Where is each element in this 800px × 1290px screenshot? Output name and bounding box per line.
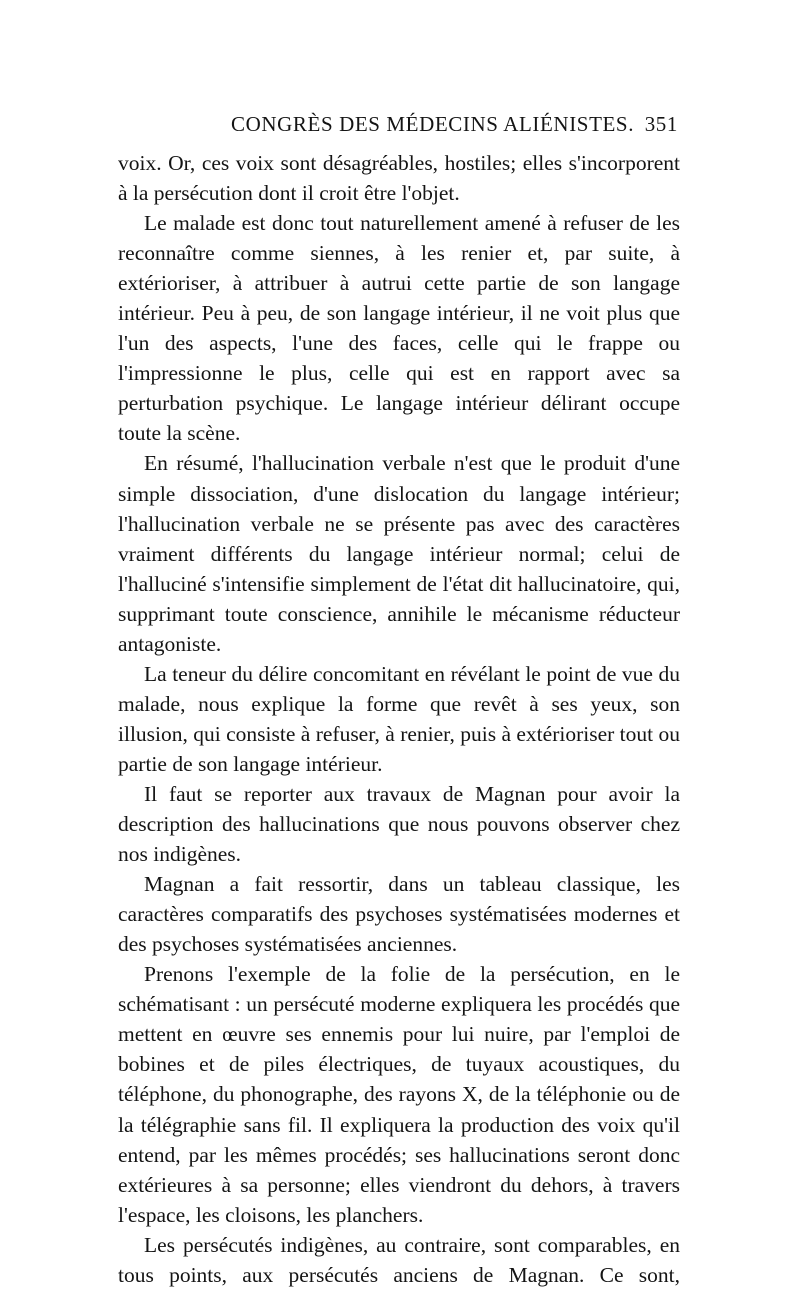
paragraph: En résumé, l'hallucination verbale n'est que le produit d'une simple dissociation, d'une dislocation du langage intérieur; l'hallucination verbale ne se présente pas avec des caractères vraiment différents du langage intérieur normal; celui de l'halluciné s'intensifie simplement de l'état dit hallucinatoire, qui, supprimant toute conscience, annihile le mécanisme réducteur antagoniste. — [118, 451, 680, 656]
paragraph: Il faut se reporter aux travaux de Magnan pour avoir la description des hallucinations que nous pouvons observer chez nos indigènes. — [118, 781, 680, 867]
body-text — [118, 148, 680, 1290]
paragraph-continues-next-page: Les persécutés indigènes, au contraire, sont comparables, en tous points, aux persécutés anciens de Magnan. Ce sont, — [118, 1232, 680, 1287]
paragraph: Prenons l'exemple de la folie de la persécution, en le schématisant : un persécuté moderne expliquera les procédés que mettent en œuvre ses ennemis pour lui nuire, par l'emploi de bobines et de piles électriques, de tuyaux acoustiques, du téléphone, du phonographe, des rayons X, de la téléphonie ou de la télégraphie sans fil. Il expliquera la production des voix qu'il entend, par les mêmes procédés; ses hallucinations seront donc extérieures à sa personne; elles viendront du dehors, à travers l'espace, les cloisons, les planchers. — [118, 962, 680, 1227]
page-number: 351 — [644, 112, 678, 136]
paragraph: La teneur du délire concomitant en révélant le point de vue du malade, nous explique la forme que revêt à ses yeux, son illusion, qui consiste à refuser, à renier, puis à extérioriser tout ou partie de son langage intérieur. — [118, 661, 680, 776]
paragraph: Le malade est donc tout naturellement amené à refuser de les reconnaître comme siennes, à les renier et, par suite, à extérioriser, à attribuer à autrui cette partie de son langage intérieur. Peu à peu, de son langage intérieur, il ne voit plus que l'un des aspects, l'une des faces, celle qui le frappe ou l'impressionne le plus, celle qui est en rapport avec sa perturbation psychique. Le langage intérieur délirant occupe toute la scène. — [118, 211, 680, 446]
running-head-title: CONGRÈS DES MÉDECINS ALIÉNISTES. — [231, 112, 635, 136]
paragraph: Magnan a fait ressortir, dans un tableau classique, les caractères comparatifs des psychoses systématisées modernes et des psychoses systématisées anciennes. — [118, 872, 680, 957]
book-page — [118, 112, 680, 1290]
paragraph-continued: voix. Or, ces voix sont désagréables, hostiles; elles s'incorporent à la persécution dont il croit être l'objet. — [118, 151, 680, 206]
running-head — [118, 112, 680, 148]
